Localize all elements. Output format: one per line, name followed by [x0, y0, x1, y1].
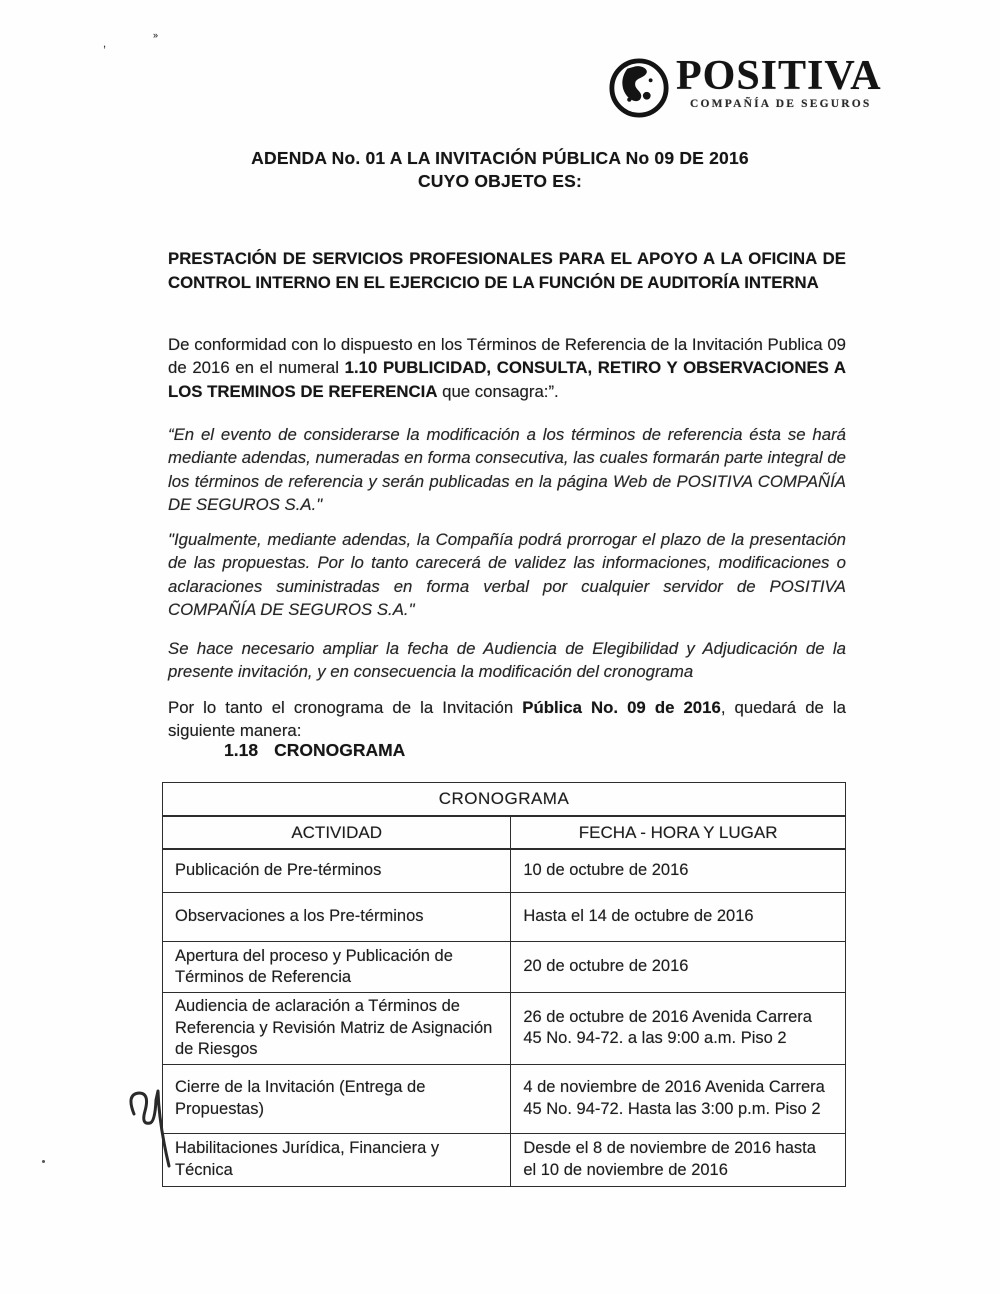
- cell-actividad: Cierre de la Invitación (Entrega de Propuestas): [163, 1064, 511, 1133]
- cell-fecha: Desde el 8 de noviembre de 2016 hasta el 10 de noviembre de 2016: [511, 1133, 846, 1186]
- paragraph-por-lo-tanto: [168, 696, 846, 743]
- cell-actividad: Publicación de Pre-términos: [163, 849, 511, 893]
- cell-actividad: Apertura del proceso y Publicación de Términos de Referencia: [163, 942, 511, 993]
- tanto-bold-text: Pública No. 09 de 2016: [522, 697, 721, 717]
- paragraph-object: PRESTACIÓN DE SERVICIOS PROFESIONALES PARA EL APOYO A LA OFICINA DE CONTROL INTERNO EN EL EJERCICIO DE LA FUNCIÓN DE AUDITORÍA INTERNA: [168, 248, 846, 292]
- logo-text: [676, 55, 882, 110]
- scan-dot-artifact: [42, 1160, 45, 1163]
- column-header-actividad: ACTIVIDAD: [163, 816, 511, 849]
- table-row: [163, 1064, 846, 1133]
- table-row: [163, 1133, 846, 1186]
- table-row: [163, 893, 846, 942]
- cell-fecha: 10 de octubre de 2016: [511, 849, 846, 893]
- logo-brand-text: POSITIVA: [676, 53, 882, 99]
- section-heading-cronograma: [224, 740, 405, 761]
- cell-fecha: 20 de octubre de 2016: [511, 942, 846, 993]
- cell-actividad: Habilitaciones Jurídica, Financiera y Técnica: [163, 1133, 511, 1186]
- cell-fecha: Hasta el 14 de octubre de 2016: [511, 893, 846, 942]
- paragraph-quote-prorroga: "Igualmente, mediante adendas, la Compañía podrá prorrogar el plazo de la presentación de las propuestas. Por lo tanto carecerá de validez las informaciones, modificaciones o aclaraciones suministradas en forma verbal por cualquier servidor de POSITIVA COMPAÑÍA DE SEGUROS S.A.": [168, 529, 846, 620]
- paragraph-conformidad: [168, 333, 846, 404]
- table-row: [163, 942, 846, 993]
- document-title-line1: ADENDA No. 01 A LA INVITACIÓN PÚBLICA No 09 DE 2016: [251, 148, 749, 168]
- table-row: [163, 993, 846, 1065]
- column-header-fecha: FECHA - HORA Y LUGAR: [511, 816, 846, 849]
- section-number: 1.18: [224, 740, 259, 760]
- document-title: [0, 147, 1000, 193]
- tanto-closing-text: , quedará de la siguiente manera:: [168, 697, 846, 741]
- scan-speck: »: [153, 30, 159, 40]
- paragraph-quote-adendas: “En el evento de considerarse la modificación a los términos de referencia ésta se hará mediante adendas, numeradas en forma consecutiva, las cuales formarán parte integral de los términos de referencia y serán publicadas en la página Web de POSITIVA COMPAÑÍA DE SEGUROS S.A.": [168, 424, 846, 515]
- cronograma-table: [162, 782, 846, 1187]
- handwritten-pen-mark: [120, 1084, 190, 1179]
- positiva-logo: [608, 55, 882, 119]
- conformidad-closing-text: que consagra:”.: [437, 381, 559, 401]
- logo-tagline-text: COMPAÑÍA DE SEGUROS: [690, 98, 872, 110]
- conformidad-bold-text: 1.10 PUBLICIDAD, CONSULTA, RETIRO Y OBSERVACIONES A LOS TREMINOS DE REFERENCIA: [168, 358, 846, 401]
- document-title-line2: CUYO OBJETO ES:: [417, 171, 583, 191]
- tanto-regular-text: Por lo tanto el cronograma de la Invitación: [168, 697, 523, 717]
- conformidad-regular-text: De conformidad con lo dispuesto en los Términos de Referencia de la Invitación Publica 09 de 2016 en el numeral: [168, 334, 846, 378]
- table-row: [163, 849, 846, 893]
- scan-speck: ,: [103, 38, 107, 50]
- paragraph-necesario: Se hace necesario ampliar la fecha de Audiencia de Elegibilidad y Adjudicación de la presente invitación, y en consecuencia la modificación del cronograma: [168, 638, 846, 682]
- cell-actividad: Observaciones a los Pre-términos: [163, 893, 511, 942]
- positiva-globe-icon: [608, 57, 670, 119]
- section-heading-text: CRONOGRAMA: [274, 740, 406, 760]
- cell-actividad: Audiencia de aclaración a Términos de Referencia y Revisión Matriz de Asignación de Riesgos: [163, 993, 511, 1065]
- cell-fecha: 26 de octubre de 2016 Avenida Carrera 45 No. 94-72. a las 9:00 a.m. Piso 2: [511, 993, 846, 1065]
- cell-fecha: 4 de noviembre de 2016 Avenida Carrera 45 No. 94-72. Hasta las 3:00 p.m. Piso 2: [511, 1064, 846, 1133]
- table-title: CRONOGRAMA: [163, 783, 846, 817]
